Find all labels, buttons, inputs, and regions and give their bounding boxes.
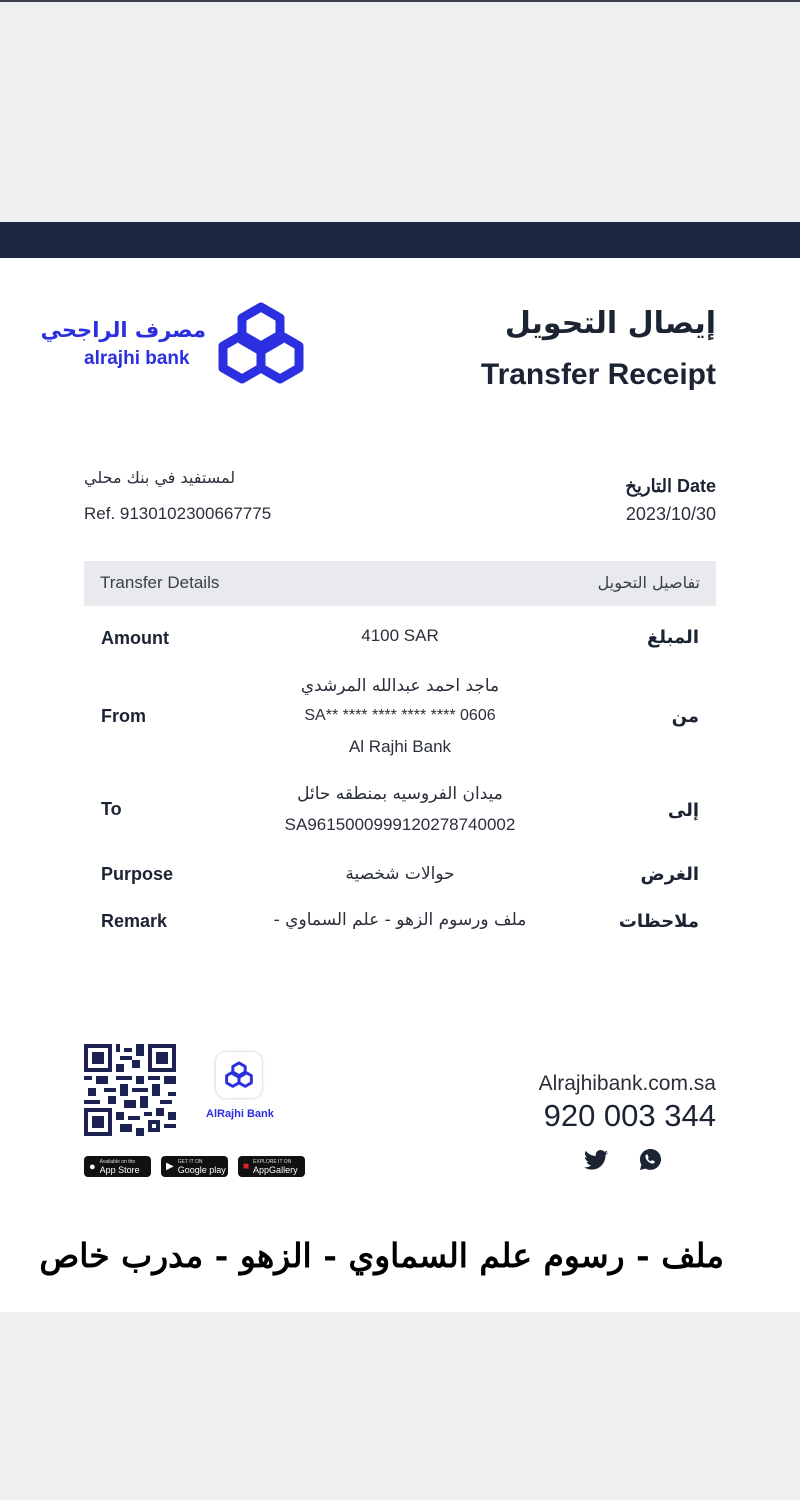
remark-label-english: Remark [101,911,168,931]
to-label-arabic: إلى [667,800,699,821]
recipient-iban: SA9615000999120278740002 [284,815,516,834]
google-play-small: GET IT ON [177,1158,203,1165]
transfer-receipt [0,222,800,1312]
play-icon: ▶ [166,1161,174,1172]
from-label-arabic: من [671,706,699,727]
huawei-icon: ■ [243,1161,250,1172]
twitter-icon[interactable] [584,1150,608,1170]
logo-text-english: alrajhi bank [84,348,190,369]
date-label: التاريخ Date [625,476,716,496]
website-link[interactable]: Alrajhibank.com.sa [538,1072,716,1095]
app-store-text [100,1159,140,1175]
google-play-badge[interactable] [161,1156,228,1177]
sender-account: SA** **** **** **** **** 0606 [304,707,496,724]
recipient-name: ميدان الفروسيه بمنطقه حائل [297,784,503,804]
receipt-title-arabic: إيصال التحويل [504,306,716,341]
receipt-title-english: Transfer Receipt [480,358,716,391]
amount-label-arabic: المبلغ [647,627,699,648]
transfer-details-header [84,561,716,606]
app-gallery-badge[interactable] [238,1156,305,1177]
logo-text-arabic: مصرف الراجحي [40,318,206,342]
alrajhi-app-icon[interactable] [216,1052,262,1098]
app-name: AlRajhi Bank [206,1108,274,1120]
details-header-arabic: تفاصيل التحويل [597,573,700,592]
receipt-header-band [0,222,800,258]
top-divider [0,0,800,2]
sender-bank: Al Rajhi Bank [348,737,452,756]
purpose-value: حوالات شخصية [345,864,455,884]
phone-number[interactable]: 920 003 344 [543,1098,716,1133]
app-store-badge[interactable] [84,1156,151,1177]
app-logo-icon [225,1061,253,1089]
purpose-label-english: Purpose [101,864,174,884]
remark-label-arabic: ملاحظات [618,911,699,932]
purpose-label-arabic: الغرض [640,864,699,885]
beneficiary-type: لمستفيد في بنك محلي [84,468,236,487]
details-header-english: Transfer Details [100,573,220,592]
whatsapp-icon[interactable] [639,1148,662,1171]
app-gallery-label: AppGallery [253,1164,298,1175]
image-caption: ملف - رسوم علم السماوي - الزهو - مدرب خاص [39,1236,724,1275]
amount-value: 4100 SAR [361,626,439,645]
from-label-english: From [101,706,146,726]
app-gallery-small: EXPLORE IT ON [253,1158,292,1165]
to-label-english: To [101,799,122,819]
app-gallery-text [253,1159,298,1175]
google-play-text [178,1159,226,1175]
apple-icon: ● [89,1160,96,1173]
reference-number: Ref. 9130102300667775 [84,504,272,523]
remark-value: ملف ورسوم الزهو - علم السماوي - [273,910,527,930]
google-play-label: Google play [177,1164,226,1175]
amount-label-english: Amount [101,628,169,648]
app-store-label: App Store [99,1164,140,1175]
date-value: 2023/10/30 [625,504,716,524]
qr-code[interactable] [84,1044,176,1136]
sender-name: ماجد احمد عبدالله المرشدي [300,676,500,696]
alrajhi-logo-icon [218,302,304,386]
app-store-small: Available on the [99,1158,136,1165]
